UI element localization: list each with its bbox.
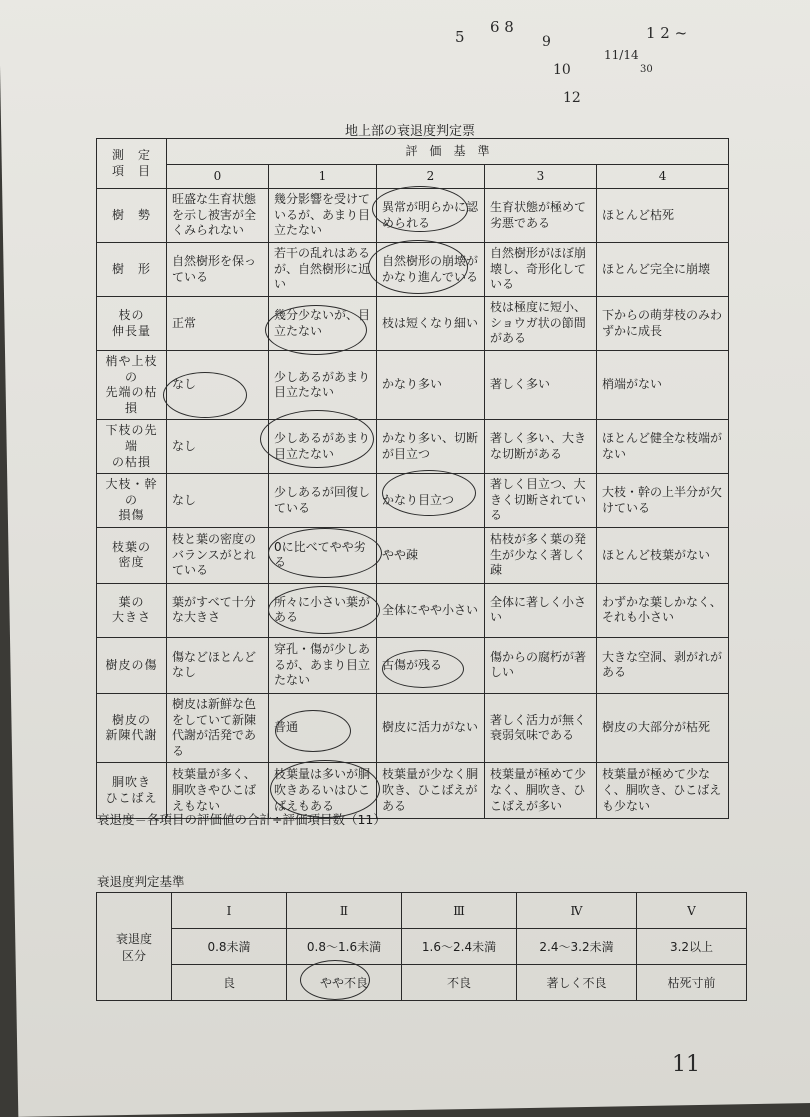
handwritten-note: 9 <box>542 34 551 50</box>
criteria-cell: かなり多い、切断が目立つ <box>377 420 485 474</box>
criteria-cell: 少しあるが回復している <box>269 474 377 528</box>
criteria-cell: ほとんど健全な枝端がない <box>597 420 729 474</box>
criteria-cell: 正常 <box>167 297 269 351</box>
criteria-cell: かなり多い <box>377 351 485 420</box>
criteria-cell: 傷などほとんどなし <box>167 637 269 693</box>
criteria-cell: 梢端がない <box>597 351 729 420</box>
level-header-1: 1 <box>269 165 377 189</box>
handwritten-circle <box>372 186 468 232</box>
grade-cell: 良 <box>172 965 287 1001</box>
criteria-cell: 枝葉量が極めて少なく、胴吹き、ひこばえが多い <box>485 763 597 819</box>
criteria-cell: 大枝・幹の上半分が欠けている <box>597 474 729 528</box>
table-row <box>97 297 729 351</box>
criteria-cell: 幾分影響を受けているが、あまり目立たない <box>269 189 377 243</box>
handwritten-circle <box>163 372 247 418</box>
range-cell: 3.2以上 <box>637 929 747 965</box>
table-row <box>97 583 729 637</box>
row-label: 大枝・幹の 損傷 <box>97 474 167 528</box>
table-row <box>97 527 729 583</box>
handwritten-note: 30 <box>640 64 653 75</box>
criteria-cell: 著しく目立つ、大きく切断されている <box>485 474 597 528</box>
criteria-cell: 枝と葉の密度のバランスがとれている <box>167 527 269 583</box>
criteria-cell: なし <box>167 474 269 528</box>
row-label: 胴吹き ひこばえ <box>97 763 167 819</box>
judgement-heading: 衰退度判定基準 <box>97 874 185 889</box>
criteria-cell: やや疎 <box>377 527 485 583</box>
table-row <box>97 420 729 474</box>
criteria-cell: 樹皮の大部分が枯死 <box>597 693 729 762</box>
handwritten-circle <box>260 410 374 468</box>
criteria-cell: 傷からの腐朽が著しい <box>485 637 597 693</box>
criteria-cell: 下からの萌芽枝のみわずかに成長 <box>597 297 729 351</box>
row-label: 葉の 大きさ <box>97 583 167 637</box>
criteria-cell: 幾分少ないが、目立たない <box>269 297 377 351</box>
handwritten-note: 5 <box>455 28 465 46</box>
handwritten-circle <box>270 760 380 818</box>
criteria-cell: 著しく多い、大きな切断がある <box>485 420 597 474</box>
criteria-cell: 枯枝が多く葉の発生が少なく著しく疎 <box>485 527 597 583</box>
handwritten-circle <box>268 586 380 634</box>
handwritten-note: 6 8 <box>490 18 514 36</box>
class-cell: Ⅲ <box>402 893 517 929</box>
criteria-cell: 樹皮に活力がない <box>377 693 485 762</box>
criteria-cell: 大きな空洞、剥がれがある <box>597 637 729 693</box>
level-header-2: 2 <box>377 165 485 189</box>
handwritten-circle <box>300 960 370 1000</box>
criteria-cell: 旺盛な生育状態を示し被害が全くみられない <box>167 189 269 243</box>
range-cell: 0.8〜1.6未満 <box>287 929 402 965</box>
row-label: 枝葉の 密度 <box>97 527 167 583</box>
formula-text: 衰退度＝各項目の評価値の合計÷評価項目数（11） <box>97 812 386 827</box>
criteria-cell: 枝は極度に短小、ショウガ状の節間がある <box>485 297 597 351</box>
criteria-cell: 枝葉量が少なく胴吹き、ひこばえがある <box>377 763 485 819</box>
criteria-cell: 著しく活力が無く衰弱気味である <box>485 693 597 762</box>
criteria-cell: 全体に著しく小さい <box>485 583 597 637</box>
handwritten-circle <box>382 650 464 688</box>
table-row <box>97 693 729 762</box>
criteria-cell: ほとんど枯死 <box>597 189 729 243</box>
item-header: 測 定 項 目 <box>97 139 167 189</box>
grade-cell: やや不良 <box>287 965 402 1001</box>
criteria-cell: かなり目立つ <box>377 474 485 528</box>
criteria-cell: 枝葉量は多いが胴吹きあるいはひこばえもある <box>269 763 377 819</box>
row-label: 樹 勢 <box>97 189 167 243</box>
criteria-cell: 普通 <box>269 693 377 762</box>
criteria-cell: なし <box>167 420 269 474</box>
range-cell: 2.4〜3.2未満 <box>517 929 637 965</box>
criteria-cell: 著しく多い <box>485 351 597 420</box>
criteria-cell: 少しあるがあまり目立たない <box>269 351 377 420</box>
criteria-cell: ほとんど完全に崩壊 <box>597 243 729 297</box>
criteria-cell: 少しあるがあまり目立たない <box>269 420 377 474</box>
handwritten-circle <box>265 305 367 355</box>
handwritten-note: 10 <box>553 62 571 78</box>
grade-cell: 不良 <box>402 965 517 1001</box>
handwritten-note: 1 2 ~ <box>646 24 688 42</box>
handwritten-circle <box>268 528 382 578</box>
criteria-cell: 0に比べてやや劣る <box>269 527 377 583</box>
class-cell: Ⅱ <box>287 893 402 929</box>
row-label: 枝の 伸長量 <box>97 297 167 351</box>
handwritten-note: 12 <box>563 90 581 106</box>
criteria-cell: ほとんど枝葉がない <box>597 527 729 583</box>
range-cell: 1.6〜2.4未満 <box>402 929 517 965</box>
criteria-cell: 異常が明らかに認められる <box>377 189 485 243</box>
range-cell: 0.8未満 <box>172 929 287 965</box>
class-cell: Ⅴ <box>637 893 747 929</box>
criteria-cell: わずかな葉しかなく、それも小さい <box>597 583 729 637</box>
level-header-3: 3 <box>485 165 597 189</box>
row-label: 梢や上枝の 先端の枯損 <box>97 351 167 420</box>
criteria-cell: 自然樹形を保っている <box>167 243 269 297</box>
criteria-header: 評 価 基 準 <box>167 139 729 165</box>
handwritten-circle <box>368 240 468 294</box>
criteria-cell: なし <box>167 351 269 420</box>
class-cell: Ⅰ <box>172 893 287 929</box>
criteria-cell: 枝は短くなり細い <box>377 297 485 351</box>
handwritten-note: 11/14 <box>604 48 639 62</box>
criteria-cell: 全体にやや小さい <box>377 583 485 637</box>
grade-cell: 著しく不良 <box>517 965 637 1001</box>
level-header-4: 4 <box>597 165 729 189</box>
criteria-cell: 枝葉量が多く、胴吹きやひこばえもない <box>167 763 269 819</box>
criteria-cell: 生育状態が極めて劣悪である <box>485 189 597 243</box>
criteria-cell: 樹皮は新鮮な色をしていて新陳代謝が活発である <box>167 693 269 762</box>
handwritten-note: 11 <box>672 1052 700 1077</box>
criteria-cell: 自然樹形がほぼ崩壊し、奇形化している <box>485 243 597 297</box>
criteria-cell: 葉がすべて十分な大きさ <box>167 583 269 637</box>
grade-cell: 枯死寸前 <box>637 965 747 1001</box>
criteria-cell: 自然樹形の崩壊がかなり進んでいる <box>377 243 485 297</box>
row-label: 樹皮の 新陳代謝 <box>97 693 167 762</box>
sheet-title: 地上部の衰退度判定票 <box>344 124 475 139</box>
handwritten-circle <box>382 470 476 516</box>
row-label: 樹皮の傷 <box>97 637 167 693</box>
class-cell: Ⅳ <box>517 893 637 929</box>
level-header-0: 0 <box>167 165 269 189</box>
row-label: 樹 形 <box>97 243 167 297</box>
criteria-cell: 枝葉量が極めて少なく、胴吹き、ひこばえも少ない <box>597 763 729 819</box>
judgement-row-label: 衰退度 区分 <box>97 893 172 1001</box>
judgement-table <box>96 892 747 1001</box>
criteria-cell: 穿孔・傷が少しあるが、あまり目立たない <box>269 637 377 693</box>
row-label: 下枝の先端 の枯損 <box>97 420 167 474</box>
criteria-cell: 所々に小さい葉がある <box>269 583 377 637</box>
criteria-cell: 古傷が残る <box>377 637 485 693</box>
criteria-cell: 若干の乱れはあるが、自然樹形に近い <box>269 243 377 297</box>
handwritten-circle <box>275 710 351 752</box>
